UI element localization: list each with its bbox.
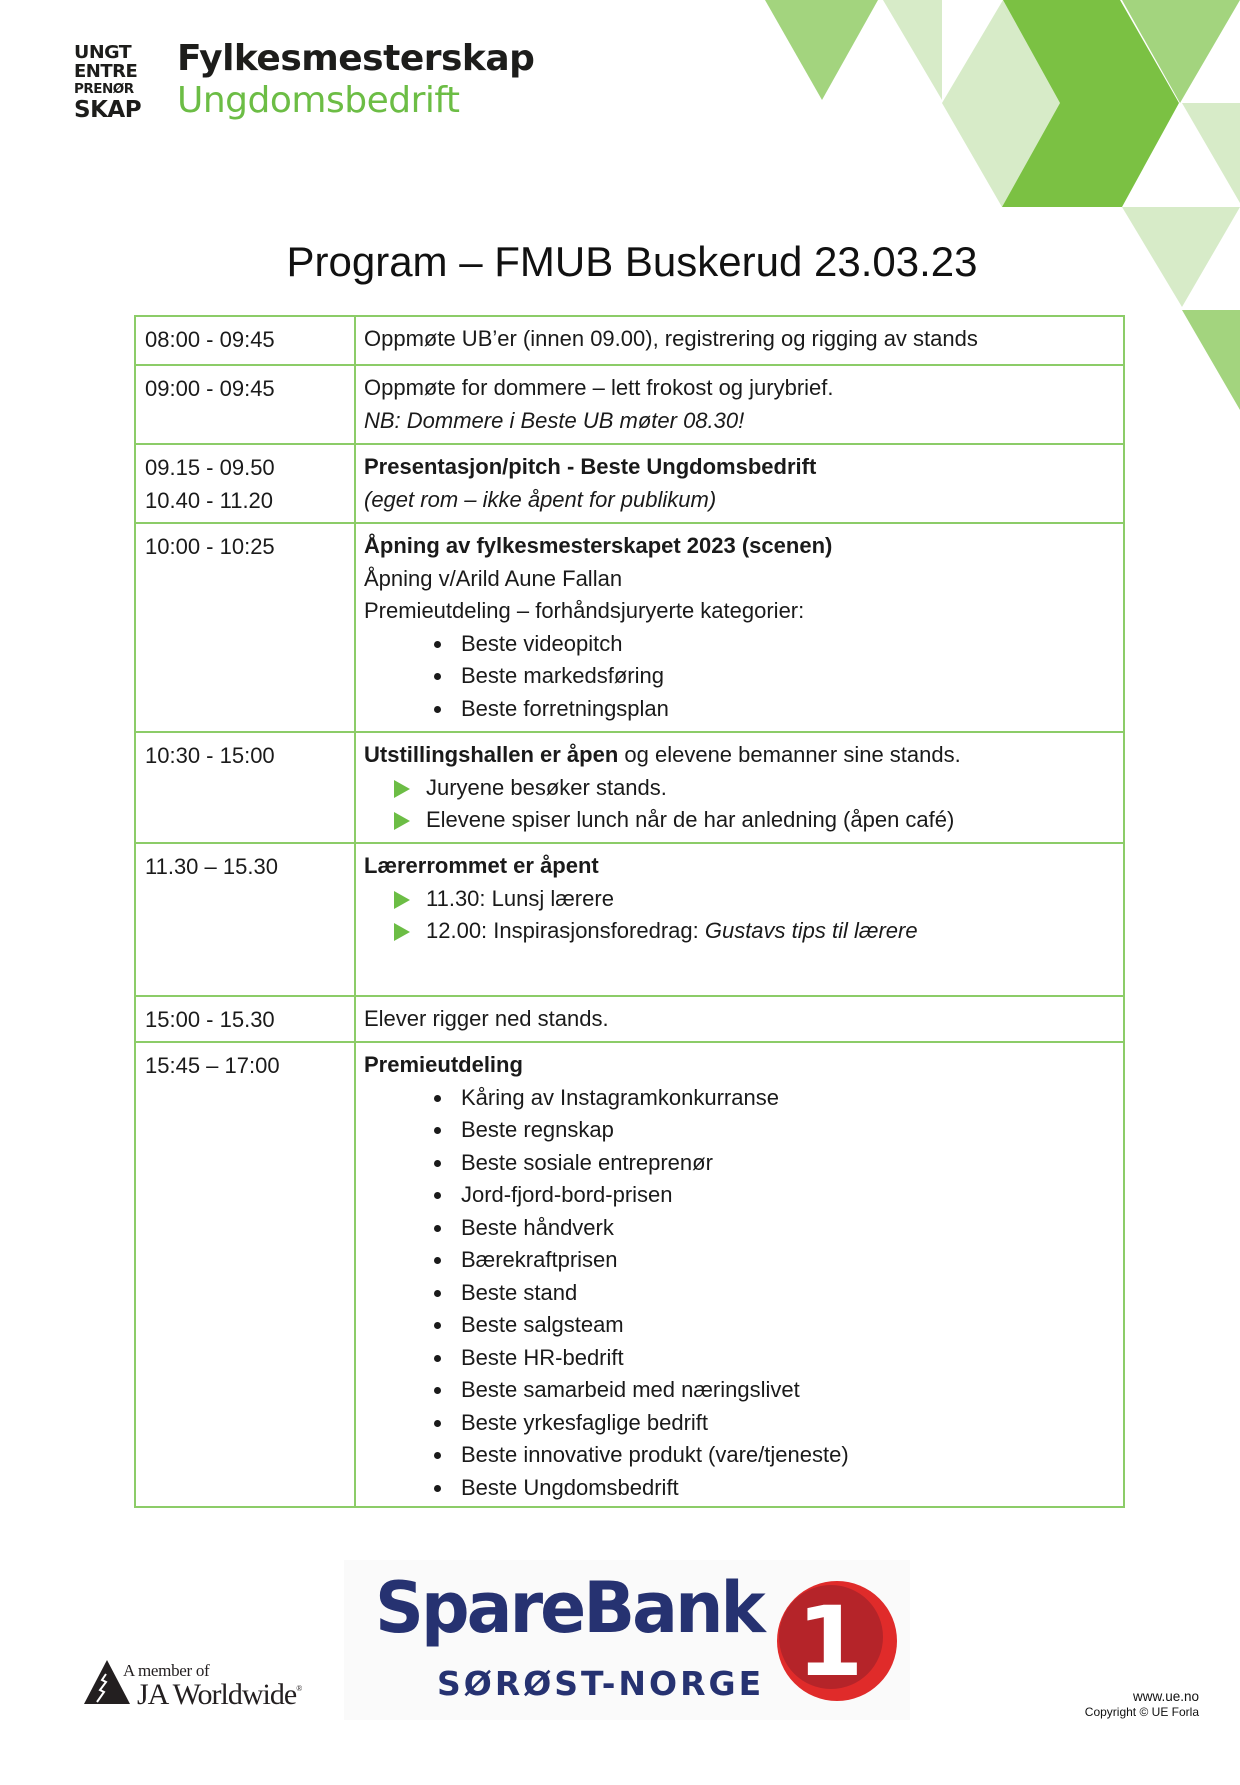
description-text: og elevene bemanner sine stands. — [618, 742, 961, 767]
bullet-icon — [434, 1290, 441, 1297]
arrow-right-icon — [394, 923, 410, 941]
registered-mark: ® — [296, 1684, 302, 1693]
list-item-text: Beste HR-bedrift — [461, 1344, 624, 1370]
time-cell — [136, 844, 356, 995]
description-text: Oppmøte UB’er (innen 09.00), registrering og rigging av stands — [364, 326, 978, 351]
table-row — [136, 1041, 1123, 1506]
time-text: 08:00 - 09:45 — [145, 327, 275, 352]
list-item — [434, 1472, 1123, 1505]
bullet-icon — [434, 1355, 441, 1362]
bullet-icon — [434, 1452, 441, 1459]
list-item — [434, 1439, 1123, 1472]
list-item — [434, 1147, 1123, 1180]
list-item — [434, 1114, 1123, 1147]
logo-line: ENTRE — [74, 61, 138, 82]
list-item-text: Beste Ungdomsbedrift — [461, 1474, 679, 1500]
description-cell — [356, 1043, 1123, 1506]
sparebank-one-icon — [776, 1580, 898, 1702]
time-text: 10:30 - 15:00 — [145, 743, 275, 768]
bullet-icon — [434, 1387, 441, 1394]
time-cell — [136, 366, 356, 443]
description-cell — [356, 445, 1123, 522]
program-table — [134, 315, 1125, 1508]
time-cell — [136, 317, 356, 364]
list-item — [434, 1244, 1123, 1277]
logo-line: SKAP — [74, 97, 142, 123]
session-heading: Åpning av fylkesmesterskapet 2023 (scenen) — [364, 533, 833, 558]
page-title: Program – FMUB Buskerud 23.03.23 — [286, 238, 978, 285]
list-item — [384, 915, 1123, 948]
list-item-text: Beste salgsteam — [461, 1312, 624, 1337]
list-item-text: Beste stand — [461, 1279, 578, 1305]
arrow-right-icon — [394, 780, 410, 798]
arrow-list — [364, 883, 1123, 948]
table-row — [136, 317, 1123, 364]
website-text[interactable]: www.ue.no — [1132, 1689, 1199, 1704]
time-text: 10:00 - 10:25 — [145, 534, 275, 559]
list-item — [434, 628, 1123, 661]
bullet-icon — [434, 1127, 441, 1134]
list-item — [434, 1277, 1123, 1310]
list-item-text: Jord-fjord-bord-prisen — [461, 1182, 673, 1207]
talk-title: Gustavs tips til lærere — [704, 918, 918, 943]
bullet-icon — [434, 1160, 441, 1167]
time-text: 09.15 - 09.50 — [145, 455, 275, 480]
bullet-icon — [434, 641, 441, 648]
list-item-text: Elevene spiser lunch når de har anledning (åpen café) — [426, 807, 955, 832]
description-cell — [356, 844, 1123, 995]
time-text: 11.30 – 15.30 — [145, 854, 278, 879]
list-item-text: Beste innovative produkt (vare/tjeneste) — [461, 1442, 849, 1467]
time-cell — [136, 733, 356, 842]
bullet-icon — [434, 1095, 441, 1102]
triangle-shape — [1182, 103, 1240, 203]
bullet-icon — [434, 673, 441, 680]
time-text: 10.40 - 11.20 — [145, 488, 274, 513]
description-text: Åpning v/Arild Aune Fallan — [364, 565, 623, 591]
description-text: Premieutdeling – forhåndsjuryerte kategorier: — [364, 598, 805, 623]
arrow-right-icon — [394, 812, 410, 830]
time-cell — [136, 997, 356, 1041]
award-list — [364, 628, 1123, 726]
table-row — [136, 995, 1123, 1041]
bullet-icon — [434, 1485, 441, 1492]
time-text: 15:00 - 15.30 — [145, 1007, 275, 1032]
sparebank-number: 1 — [796, 1586, 864, 1698]
table-row — [136, 522, 1123, 731]
bullet-icon — [434, 1322, 441, 1329]
logo-line: PRENØR — [74, 81, 134, 97]
list-item-text: 12.00: Inspirasjonsforedrag: — [426, 918, 705, 943]
list-item — [434, 1374, 1123, 1407]
list-item-text: Beste videopitch — [461, 630, 623, 656]
table-row — [136, 364, 1123, 443]
description-text — [364, 739, 1123, 772]
time-text: 15:45 – 17:00 — [145, 1053, 280, 1078]
description-text: Oppmøte for dommere – lett frokost og jurybrief. — [364, 375, 834, 400]
note-text: (eget rom – ikke åpent for publikum) — [364, 486, 717, 512]
list-item-text: Beste yrkesfaglige bedrift — [461, 1409, 709, 1435]
list-item-text: Beste forretningsplan — [461, 695, 669, 721]
list-item — [384, 804, 1123, 837]
header-subtitle: Ungdomsbedrift — [177, 80, 460, 121]
arrow-list — [364, 772, 1123, 837]
list-item — [434, 1179, 1123, 1212]
list-item — [384, 772, 1123, 805]
list-item-text: Beste markedsføring — [461, 663, 664, 688]
bullet-icon — [434, 706, 441, 713]
ja-worldwide-text — [137, 1678, 301, 1712]
description-cell — [356, 366, 1123, 443]
list-item — [434, 1212, 1123, 1245]
time-cell — [136, 1043, 356, 1506]
bullet-icon — [434, 1420, 441, 1427]
triangle-shape — [1182, 310, 1240, 410]
time-cell — [136, 445, 356, 522]
list-item-text: Beste sosiale entreprenør — [461, 1149, 713, 1175]
logo-line: UNGT — [74, 42, 132, 63]
list-item — [434, 660, 1123, 693]
table-row — [136, 731, 1123, 842]
session-heading: Presentasjon/pitch - Beste Ungdomsbedrift — [364, 454, 817, 479]
list-item — [434, 1342, 1123, 1375]
arrow-right-icon — [394, 891, 410, 909]
ja-member-text: A member of — [123, 1661, 210, 1680]
bullet-icon — [434, 1225, 441, 1232]
list-item-text: Beste håndverk — [461, 1214, 614, 1240]
ue-logo — [74, 44, 146, 121]
description-text: Elever rigger ned stands. — [364, 1006, 609, 1031]
list-item — [384, 883, 1123, 916]
list-item-text: 11.30: Lunsj lærere — [426, 885, 614, 911]
list-item — [434, 1309, 1123, 1342]
table-row — [136, 842, 1123, 995]
list-item — [434, 693, 1123, 726]
list-item — [434, 1082, 1123, 1115]
triangle-shape — [765, 0, 878, 100]
ja-name: JA Worldwide — [137, 1678, 297, 1711]
list-item-text: Beste samarbeid med næringslivet — [461, 1377, 800, 1402]
list-item — [434, 1407, 1123, 1440]
triangle-shape — [883, 0, 942, 100]
description-cell — [356, 524, 1123, 731]
description-cell — [356, 733, 1123, 842]
note-text: NB: Dommere i Beste UB møter 08.30! — [364, 407, 745, 433]
session-heading: Lærerrommet er åpent — [364, 853, 599, 878]
sparebank-region: SØRØST-NORGE — [437, 1664, 765, 1703]
session-heading: Premieutdeling — [364, 1052, 523, 1077]
session-heading: Utstillingshallen er åpen — [364, 742, 619, 767]
award-list — [364, 1082, 1123, 1505]
header-title: Fylkesmesterskap — [177, 38, 535, 79]
copyright-text: Copyright © UE Forla — [1084, 1705, 1199, 1719]
table-row — [136, 443, 1123, 522]
description-cell — [356, 317, 1123, 364]
list-item-text: Bærekraftprisen — [461, 1247, 618, 1272]
list-item-text: Juryene besøker stands. — [426, 774, 667, 800]
list-item-text: Kåring av Instagramkonkurranse — [461, 1084, 779, 1110]
sparebank-name: SpareBank — [375, 1567, 763, 1649]
time-text: 09:00 - 09:45 — [145, 376, 275, 401]
bullet-icon — [434, 1257, 441, 1264]
description-cell — [356, 997, 1123, 1041]
time-cell — [136, 524, 356, 731]
bullet-icon — [434, 1192, 441, 1199]
list-item-text: Beste regnskap — [461, 1117, 614, 1142]
